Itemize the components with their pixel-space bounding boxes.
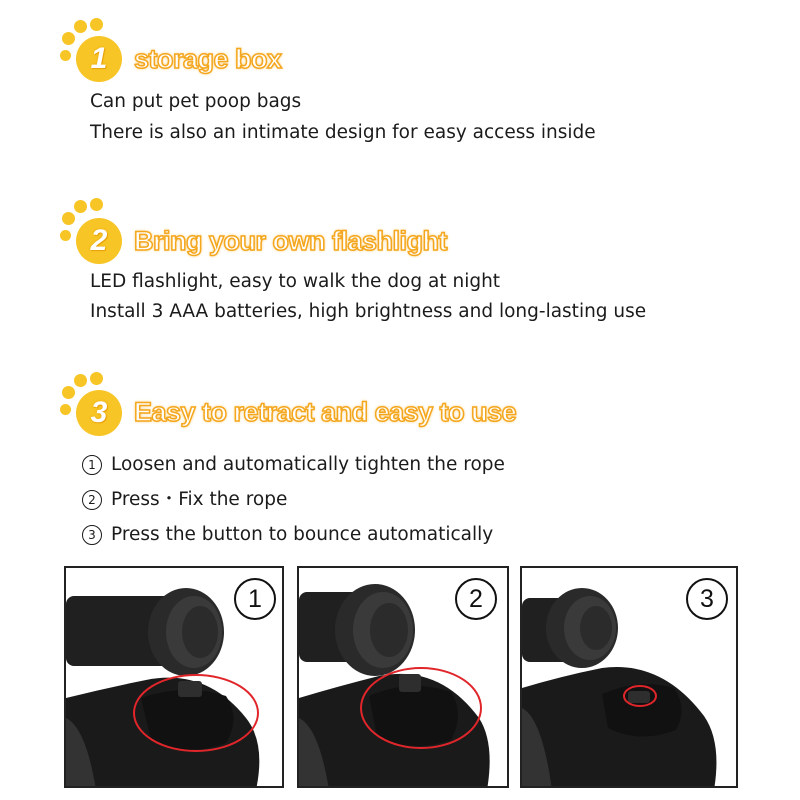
section-title: Easy to retract and easy to use — [134, 397, 517, 427]
section-description-line: Can put pet poop bags — [90, 91, 302, 112]
section-number-badge: 3 — [76, 390, 122, 436]
step-item — [82, 455, 505, 475]
panel-step-number: 1 — [234, 578, 276, 620]
product-photo-panel-1 — [64, 566, 284, 788]
panel-step-number: 2 — [455, 578, 497, 620]
section-description-line: There is also an intimate design for easy access inside — [90, 122, 596, 143]
section-description-line: LED flashlight, easy to walk the dog at night — [90, 271, 501, 292]
section-title: Bring your own flashlight — [134, 226, 447, 256]
step-item — [82, 525, 493, 545]
section-number-badge: 1 — [76, 36, 122, 82]
step-text: Loosen and automatically tighten the rope — [111, 454, 505, 475]
section-number-badge: 2 — [76, 218, 122, 264]
product-photo-panel-3 — [520, 566, 738, 788]
product-photo-panel-2 — [297, 566, 509, 788]
step-item — [82, 490, 287, 510]
step-marker: 2 — [82, 490, 102, 510]
step-marker: 3 — [82, 525, 102, 545]
step-marker: 1 — [82, 455, 102, 475]
step-text: Press・Fix the rope — [111, 489, 288, 510]
step-text: Press the button to bounce automatically — [111, 524, 494, 545]
section-title: storage box — [134, 44, 282, 74]
section-description-line: Install 3 AAA batteries, high brightness and long-lasting use — [90, 301, 647, 322]
panel-step-number: 3 — [686, 578, 728, 620]
